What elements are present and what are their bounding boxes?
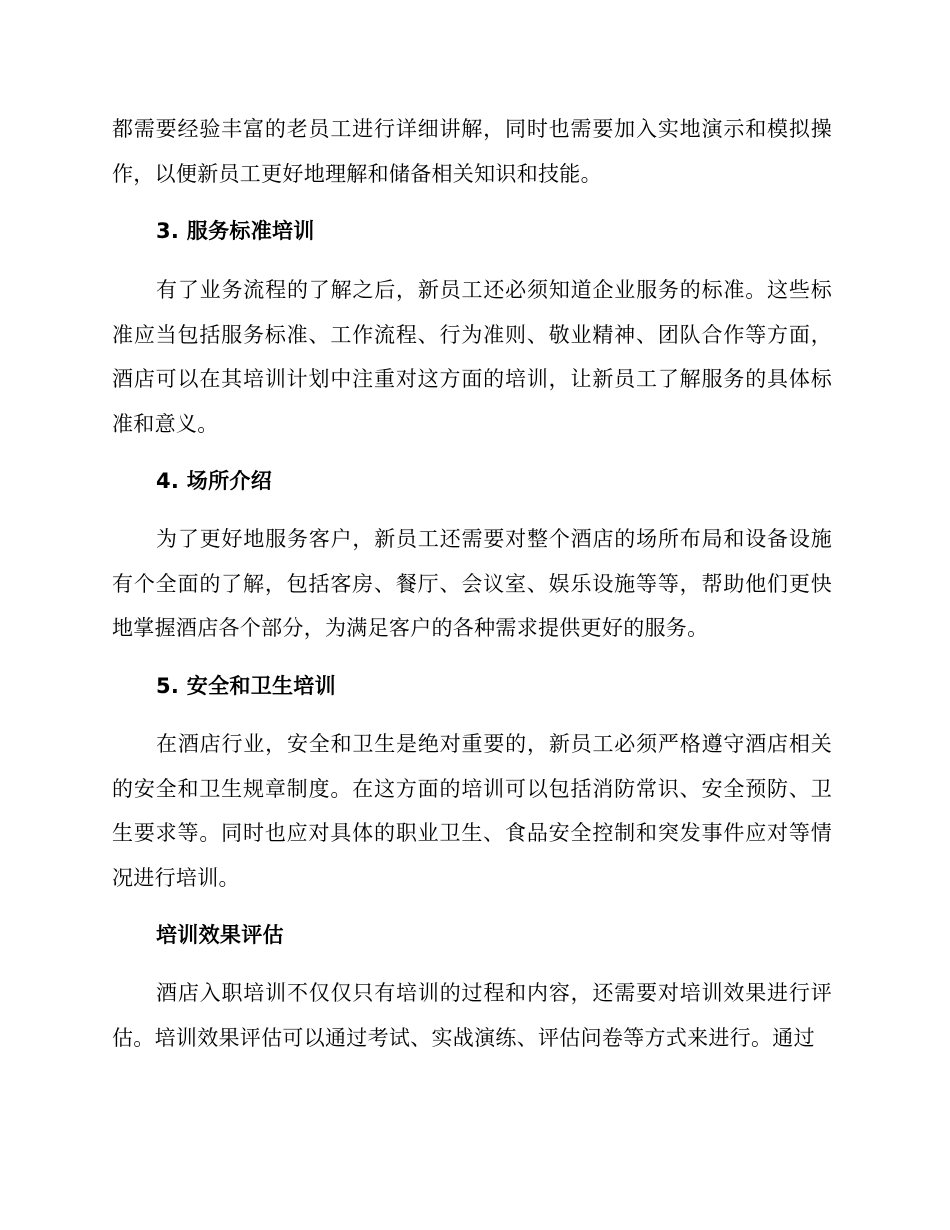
service-standards-paragraph: 有了业务流程的了解之后，新员工还必须知道企业服务的标准。这些标准应当包括服务标准、工作流程、行为准则、敬业精神、团队合作等方面，酒店可以在其培训计划中注重对这方面的培训，让新员工了解服务的具体标准和意义。 [112,278,832,436]
intro-paragraph: 都需要经验丰富的老员工进行详细讲解，同时也需要加入实地演示和模拟操作，以便新员工更好地理解和储备相关知识和技能。 [112,117,832,186]
section-heading-venue-introduction: 4. 场所介绍 [156,469,272,493]
service-standards-paragraph-block [112,268,832,446]
training-evaluation-paragraph: 酒店入职培训不仅仅只有培训的过程和内容，还需要对培训效果进行评估。培训效果评估可以通过考试、实战演练、评估问卷等方式来进行。通过 [112,981,832,1050]
safety-hygiene-paragraph: 在酒店行业，安全和卫生是绝对重要的，新员工必须严格遵守酒店相关的安全和卫生规章制度。在这方面的培训可以包括消防常识、安全预防、卫生要求等。同时也应对具体的职业卫生、食品安全控制和突发事件应对等情况进行培训。 [112,732,832,890]
safety-hygiene-paragraph-block [112,722,832,900]
section-heading-training-evaluation: 培训效果评估 [156,923,284,947]
venue-introduction-paragraph-block [112,517,832,651]
intro-paragraph-block [112,107,832,196]
section-heading-safety-hygiene: 5. 安全和卫生培训 [156,674,336,698]
training-evaluation-paragraph-block [112,971,832,1060]
section-heading-service-standards: 3. 服务标准培训 [156,219,315,243]
venue-introduction-paragraph: 为了更好地服务客户，新员工还需要对整个酒店的场所布局和设备设施有个全面的了解，包括客房、餐厅、会议室、娱乐设施等等，帮助他们更快地掌握酒店各个部分，为满足客户的各种需求提供更好的服务。 [112,527,832,641]
